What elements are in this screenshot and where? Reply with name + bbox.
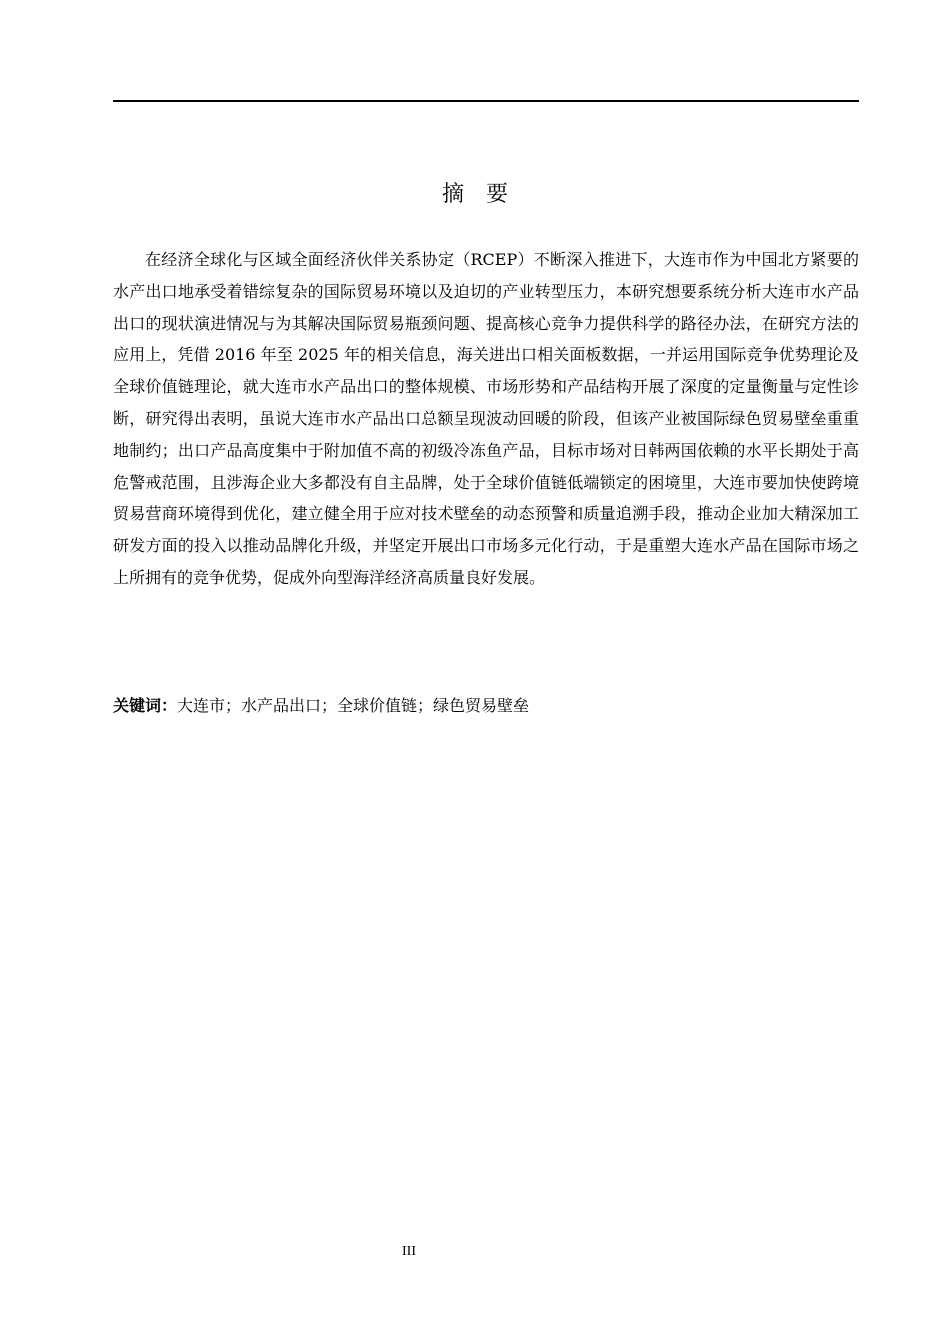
page-title: 摘 要 [441,182,508,207]
keywords-line [113,690,859,721]
page-number: III [402,1244,416,1259]
abstract-paragraph: 在经济全球化与区域全面经济伙伴关系协定（RCEP）不断深入推进下，大连市作为中国北方紧要的水产出口地承受着错综复杂的国际贸易环境以及迫切的产业转型压力，本研究想要系统分析大连市水产品出口的现状演进情况与为其解决国际贸易瓶颈问题、提高核心竞争力提供科学的路径办法，在研究方法的应用上，凭借 2016 年至 2025 年的相关信息，海关进出口相关面板数据，一并运用国际竞争优势理论及全球价值链理论，就大连市水产品出口的整体规模、市场形势和产品结构开展了深度的定量衡量与定性诊断，研究得出表明，虽说大连市水产品出口总额呈现波动回暖的阶段，但该产业被国际绿色贸易壁垒重重地制约；出口产品高度集中于附加值不高的初级冷冻鱼产品，目标市场对日韩两国依赖的水平长期处于高危警戒范围，且涉海企业大多都没有自主品牌，处于全球价值链低端锁定的困境里，大连市要加快使跨境贸易营商环境得到优化，建立健全用于应对技术壁垒的动态预警和质量追溯手段，推动企业加大精深加工研发方面的投入以推动品牌化升级，并坚定开展出口市场多元化行动，于是重塑大连水产品在国际市场之上所拥有的竞争优势，促成外向型海洋经济高质量良好发展。 [113,250,859,587]
keywords-label: 关键词： [113,696,178,715]
keywords-text: 大连市；水产品出口；全球价值链；绿色贸易壁垒 [177,696,530,715]
header-rule [113,100,859,102]
